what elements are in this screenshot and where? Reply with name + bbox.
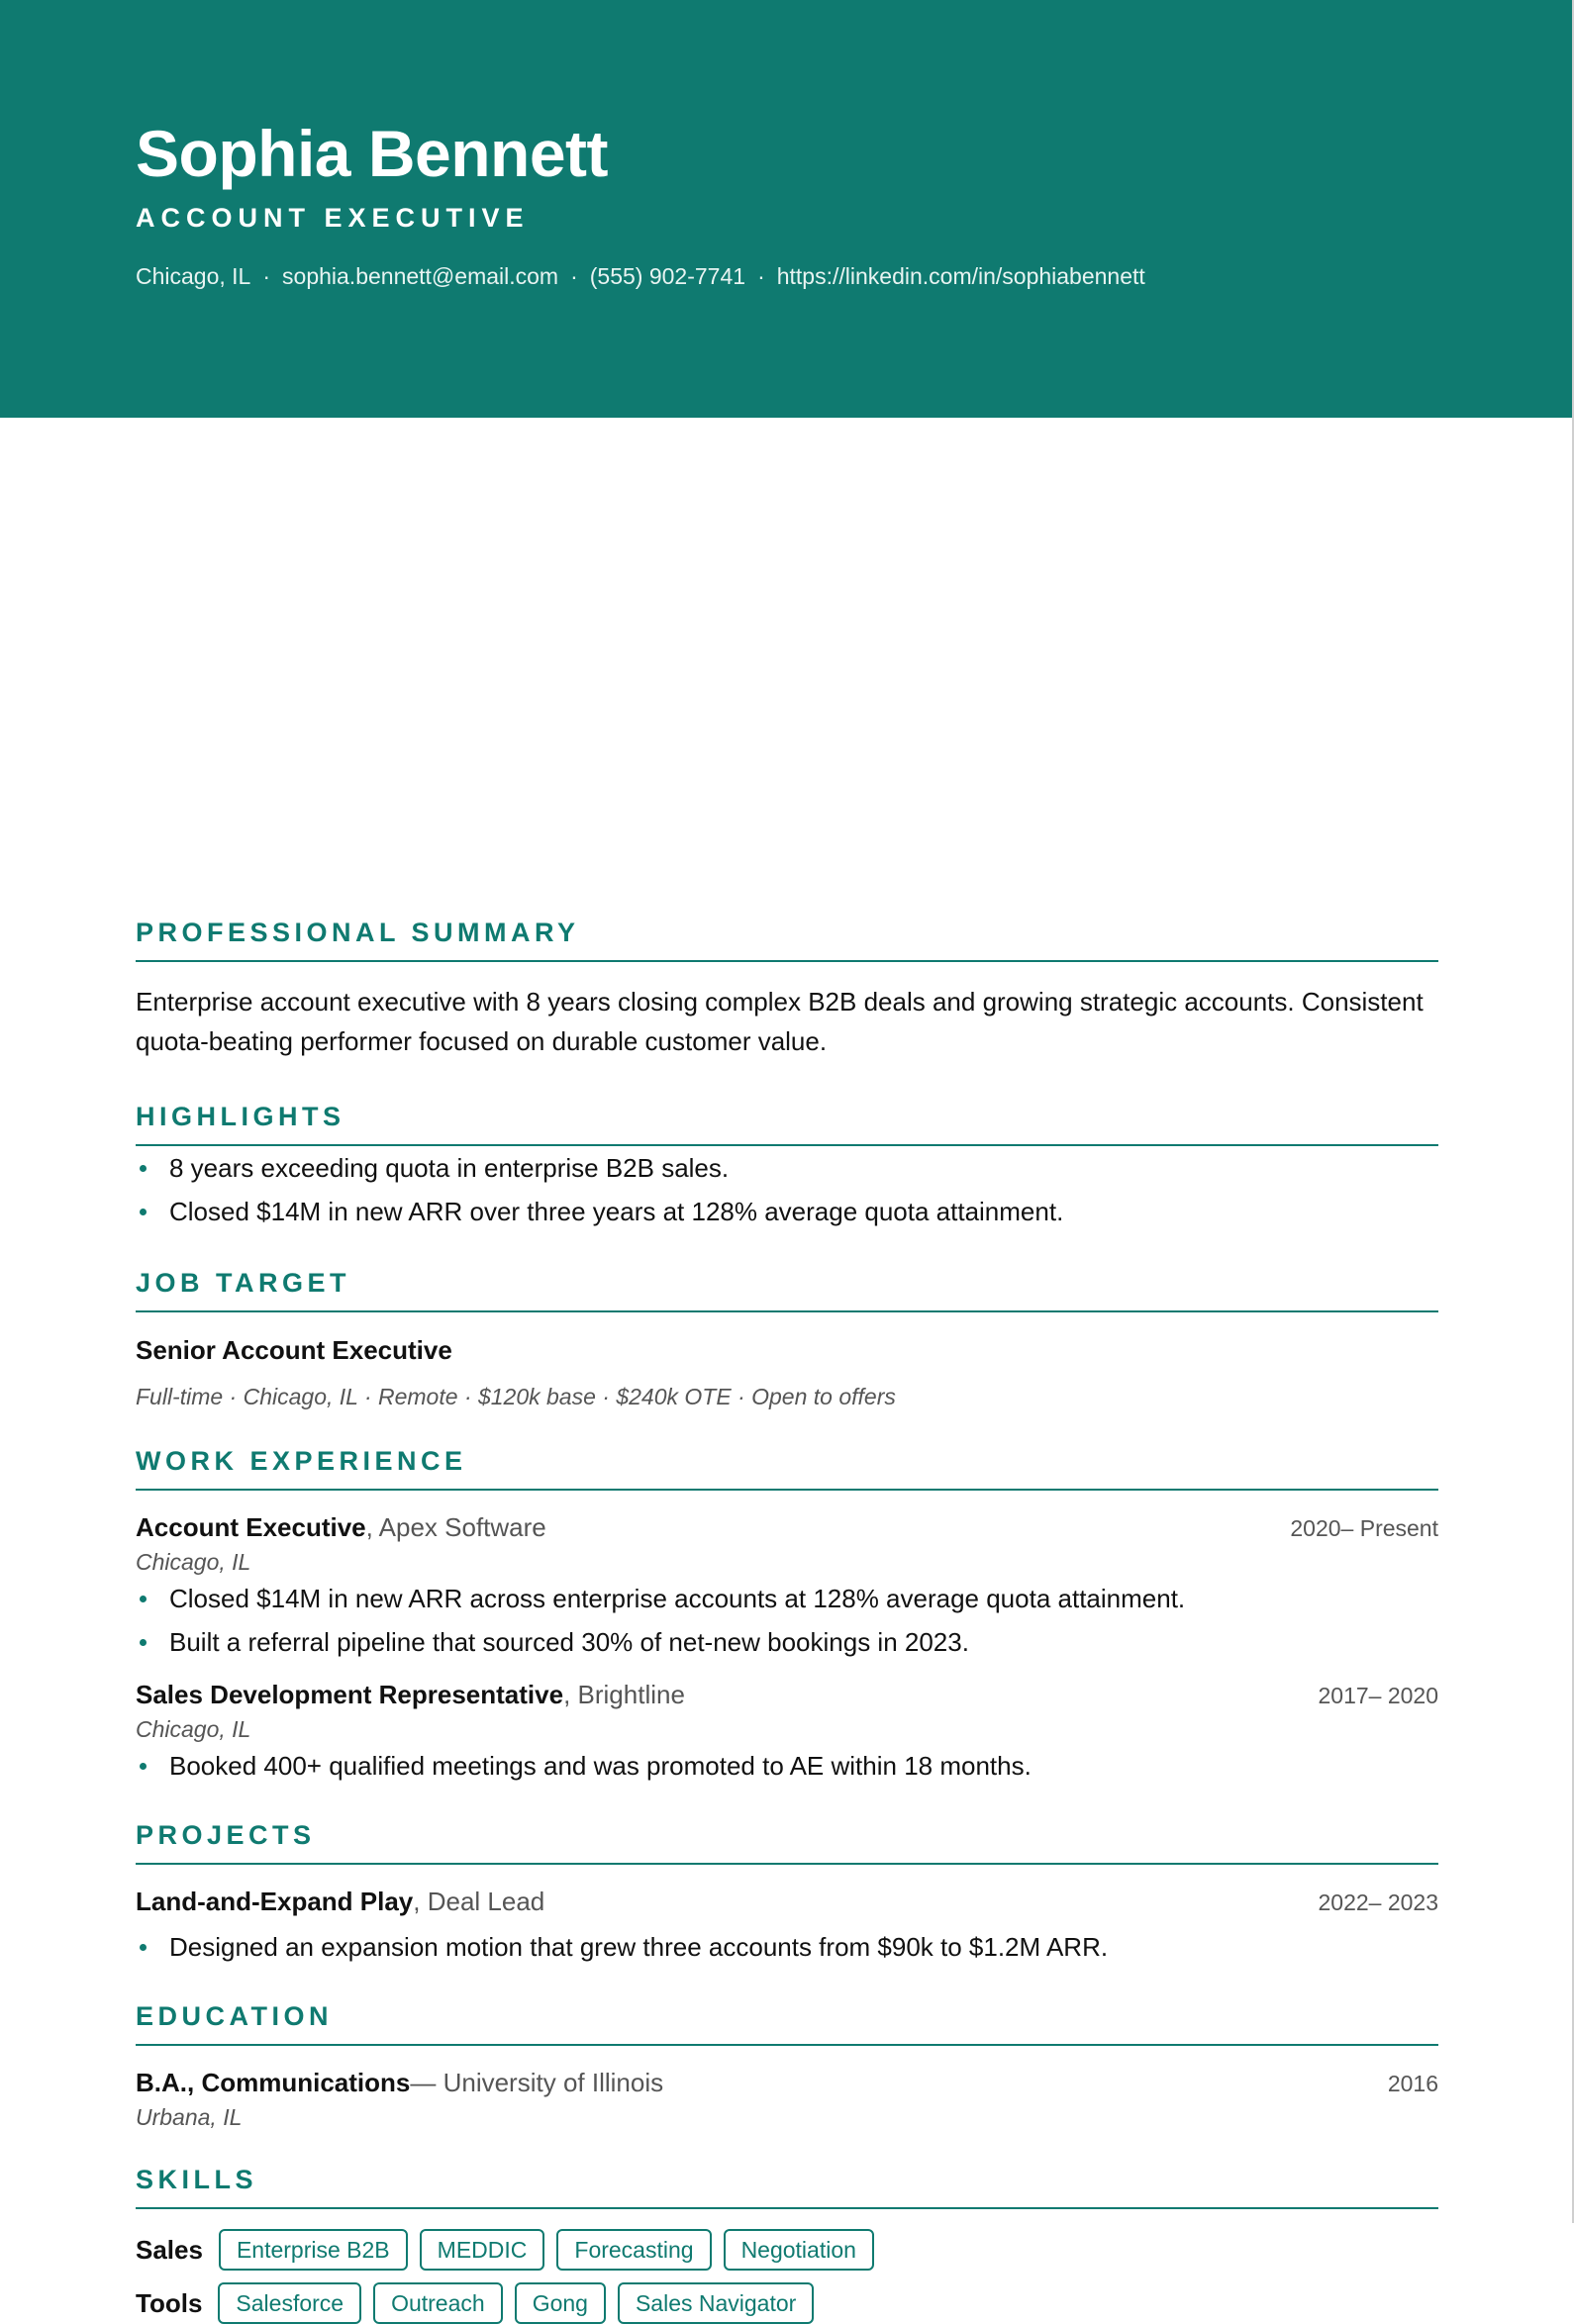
highlights-section (136, 1101, 1438, 1233)
job-role: Sales Development Representative (136, 1680, 564, 1709)
skill-chip: MEDDIC (420, 2229, 545, 2271)
list-item: Closed $14M in new ARR over three years at 128% average quota attainment. (136, 1190, 1438, 1233)
list-item: Designed an expansion motion that grew three accounts from $90k to $1.2M ARR. (136, 1925, 1438, 1969)
skill-group-tools (136, 2282, 1438, 2324)
contact-separator: · (262, 263, 271, 289)
job-location: Chicago, IL (136, 1716, 251, 1742)
work-entry (136, 1678, 1438, 1788)
skill-chip: Negotiation (724, 2229, 874, 2271)
job-company: , Brightline (563, 1680, 685, 1709)
contact-separator: · (757, 263, 765, 289)
entry-title-line (136, 1510, 546, 1544)
job-dates: 2020– Present (1290, 1515, 1438, 1541)
section-heading: JOB TARGET (136, 1267, 1438, 1312)
job-dates: 2017– 2020 (1318, 1683, 1438, 1708)
skills-groups (136, 2229, 1438, 2324)
job-bullets (136, 1744, 1438, 1788)
education-entry (136, 2066, 1438, 2132)
contact-line (136, 261, 1438, 291)
school: — University of Illinois (410, 2068, 664, 2097)
section-heading: HIGHLIGHTS (136, 1101, 1438, 1146)
section-heading: WORK EXPERIENCE (136, 1445, 1438, 1491)
project-entry (136, 1885, 1438, 1969)
list-item: 8 years exceeding quota in enterprise B2B sales. (136, 1146, 1438, 1190)
entry-header (136, 2066, 1438, 2100)
skill-chip: Enterprise B2B (219, 2229, 408, 2271)
contact-linkedin-link[interactable]: https://linkedin.com/in/sophiabennett (776, 263, 1145, 289)
job-location: Chicago, IL (136, 1549, 251, 1575)
list-item: Built a referral pipeline that sourced 30% of net-new bookings in 2023. (136, 1620, 1438, 1664)
skill-group-label: Tools (136, 2288, 203, 2318)
skill-chip: Outreach (373, 2282, 503, 2324)
section-heading: PROFESSIONAL SUMMARY (136, 917, 1438, 962)
entry-title-line (136, 2066, 663, 2099)
skill-group-label: Sales (136, 2235, 203, 2265)
graduation-year: 2016 (1387, 2071, 1438, 2096)
skills-section (136, 2164, 1438, 2324)
skill-chip: Forecasting (556, 2229, 711, 2271)
education-section (136, 2000, 1438, 2132)
school-location: Urbana, IL (136, 2104, 243, 2130)
highlights-list (136, 1146, 1438, 1233)
target-details: Full-time · Chicago, IL · Remote · $120k base · $240k OTE · Open to offers (136, 1384, 896, 1409)
candidate-title: ACCOUNT EXECUTIVE (136, 203, 530, 233)
contact-email[interactable]: sophia.bennett@email.com (282, 263, 559, 289)
contact-phone[interactable]: (555) 902-7741 (589, 263, 746, 289)
skill-chip: Gong (515, 2282, 606, 2324)
resume-body (0, 917, 1574, 2324)
entry-header (136, 1678, 1438, 1712)
summary-section (136, 917, 1438, 1061)
project-dates: 2022– 2023 (1318, 1889, 1438, 1915)
job-company: , Apex Software (365, 1512, 546, 1542)
projects-section (136, 1819, 1438, 1969)
project-name: Land-and-Expand Play (136, 1887, 414, 1916)
section-heading: EDUCATION (136, 2000, 1438, 2046)
skill-group-sales (136, 2229, 1438, 2271)
job-bullets (136, 1577, 1438, 1664)
skill-chip: Sales Navigator (618, 2282, 814, 2324)
work-experience-section (136, 1445, 1438, 1788)
contact-separator: · (570, 263, 578, 289)
job-target-section (136, 1267, 1438, 1411)
entry-header (136, 1885, 1438, 1919)
skill-chip: Salesforce (218, 2282, 361, 2324)
entry-header (136, 1510, 1438, 1545)
job-role: Account Executive (136, 1512, 366, 1542)
candidate-name: Sophia Bennett (136, 117, 609, 190)
work-entry (136, 1510, 1438, 1664)
entry-title-line (136, 1885, 544, 1918)
list-item: Booked 400+ qualified meetings and was promoted to AE within 18 months. (136, 1744, 1438, 1788)
section-heading: SKILLS (136, 2164, 1438, 2209)
project-role: , Deal Lead (413, 1887, 545, 1916)
resume-header (0, 0, 1574, 418)
project-bullets (136, 1925, 1438, 1969)
summary-text: Enterprise account executive with 8 years closing complex B2B deals and growing strategic accounts. Consistent quota-beating performer focused on durable customer value. (136, 987, 1424, 1056)
entry-title-line (136, 1678, 685, 1711)
contact-location: Chicago, IL (136, 263, 251, 289)
target-role: Senior Account Executive (136, 1335, 452, 1365)
list-item: Closed $14M in new ARR across enterprise accounts at 128% average quota attainment. (136, 1577, 1438, 1620)
section-heading: PROJECTS (136, 1819, 1438, 1865)
degree: B.A., Communications (136, 2068, 411, 2097)
